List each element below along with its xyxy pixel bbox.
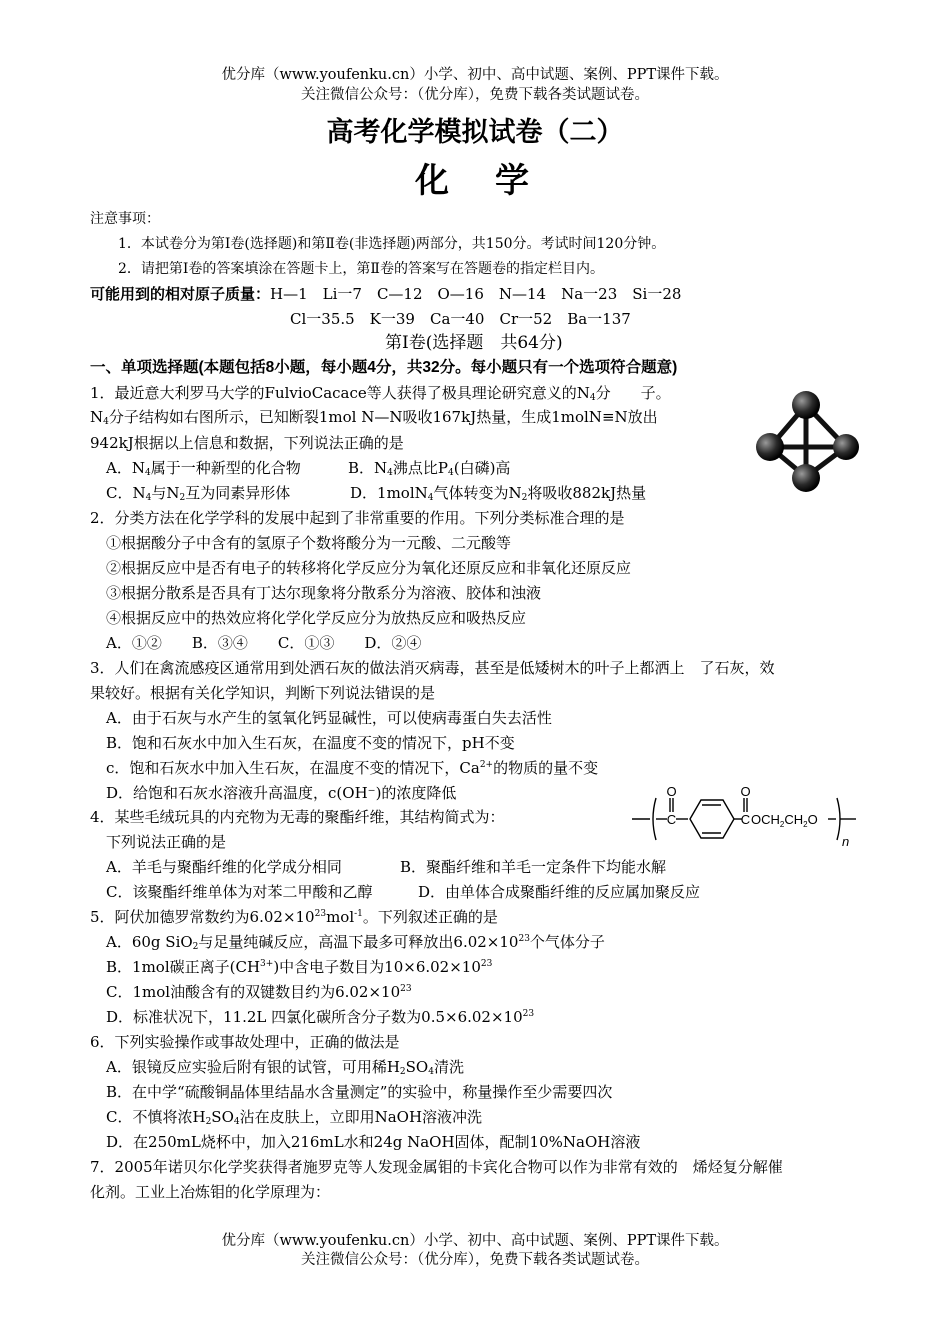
polyester-structure-formula: [628, 782, 860, 852]
formula-o-2: O: [740, 784, 751, 799]
atomic-mass-line-1: [90, 284, 681, 305]
n4-molecule-figure: [748, 385, 860, 497]
q3-option-c: c．饱和石灰水中加入生石灰，在温度不变的情况下，$Ca^{2+}$的物质的量不变: [106, 759, 599, 777]
notice-item-2: 2．请把第Ⅰ卷的答案填涂在答题卡上，第Ⅱ卷的答案写在答题卷的指定栏目内。: [118, 261, 604, 277]
q6-option-b: B．在中学“硫酸铜晶体里结晶水含量测定”的实验中，称量操作至少需要四次: [106, 1083, 613, 1101]
formula-n: n: [842, 834, 850, 849]
q6-option-d: D．在250mL烧杯中，加入216mL水和24g NaOH固体，配制10%NaOH溶液: [106, 1133, 641, 1151]
subject-title: 化 学: [415, 161, 535, 201]
q2-statement-4: ④根据反应中的热效应将化学化学反应分为放热反应和吸热反应: [106, 609, 527, 627]
q2-stem: 2．分类方法在化学学科的发展中起到了非常重要的作用。下列分类标准合理的是: [90, 509, 625, 527]
q3-option-b: B．饱和石灰水中加入生石灰，在温度不变的情况下，pH不变: [106, 734, 515, 752]
q5-option-d: D．标准状况下，11.2L 四氯化碳所含分子数为$0.5\times 6.02\times 10^{23}$: [106, 1008, 535, 1026]
q1-stem-line-2: $N_4$分子结构如右图所示，已知断裂1mol N—N吸收167kJ热量，生成1molN≡N放出: [90, 408, 658, 427]
q2-options: A．①② B．③④ C．①③ D．②④: [106, 634, 422, 652]
q1-option-d: D．1molN$_4$气体转变为$N_2$将吸收882kJ热量: [350, 484, 647, 503]
n-atom-bottom: [792, 464, 820, 492]
n-atom-right: [833, 434, 859, 460]
formula-c-1: C: [666, 812, 677, 827]
q4-stem: 4．某些毛绒玩具的内充物为无毒的聚酯纤维，其结构简式为：: [90, 808, 505, 826]
footer-line-1: 优分库（www.youfenku.cn）小学、初中、高中试题、案例、PPT课件下载。: [221, 1233, 729, 1249]
q2-statement-1: ①根据酸分子中含有的氢原子个数将酸分为一元酸、二元酸等: [106, 534, 512, 552]
q1-option-c: C．$N_4$与$N_2$互为同素异形体: [106, 484, 291, 503]
q1-option-b: B．$N_4$沸点比$P_4$(白磷)高: [348, 459, 511, 478]
exam-title: 高考化学模拟试卷（二）: [326, 117, 624, 148]
q4-stem-2: 下列说法正确的是: [106, 833, 227, 851]
notice-item-1: 1．本试卷分为第Ⅰ卷(选择题)和第Ⅱ卷(非选择题)两部分，共150分。考试时间120分钟。: [118, 236, 666, 252]
header-line-2: 关注微信公众号：（优分库），免费下载各类试题试卷。: [301, 87, 649, 103]
q3-stem-line-2: 果较好。根据有关化学知识，判断下列说法错误的是: [90, 684, 436, 702]
q4-option-a: A．羊毛与聚酯纤维的化学成分相同: [106, 858, 342, 876]
n-atom-left: [756, 433, 784, 461]
q5-option-a: A．60g SiO$_2$与足量纯碱反应，高温下最多可释放出$6.02\times 10^{23}$个气体分子: [106, 933, 605, 952]
q2-statement-2: ②根据反应中是否有电子的转移将化学反应分为氧化还原反应和非氧化还原反应: [106, 559, 632, 577]
q4-option-b: B．聚酯纤维和羊毛一定条件下均能水解: [400, 858, 667, 876]
q4-option-c: C．该聚酯纤维单体为对苯二甲酸和乙醇: [106, 883, 373, 901]
q6-option-a: A．银镜反应实验后附有银的试管，可用稀$H_2SO_4$清洗: [106, 1058, 464, 1077]
section-1-heading: 一、单项选择题(本题包括8小题，每小题4分，共32分。每小题只有一个选项符合题意): [90, 359, 678, 376]
q1-stem-line-1: 1．最近意大利罗马大学的FulvioCacace等人获得了极具理论研究意义的$N_4$分 子。: [90, 384, 671, 403]
formula-chain: $OCH_2CH_2O$: [751, 812, 818, 829]
atomic-mass-values-2: Cl一35.5 K一39 Ca一40 Cr一52 Ba一137: [290, 310, 631, 328]
formula-c-2: C: [740, 812, 751, 827]
q1-option-a: A．$N_4$属于一种新型的化合物: [106, 459, 301, 478]
header-line-1: 优分库（www.youfenku.cn）小学、初中、高中试题、案例、PPT课件下载。: [221, 67, 729, 83]
q3-option-d: D．给饱和石灰水溶液升高温度，c(OH⁻)的浓度降低: [106, 784, 457, 802]
q7-stem-line-2: 化剂。工业上冶炼钼的化学原理为：: [90, 1183, 331, 1201]
atomic-mass-label: 可能用到的相对原子质量：: [90, 286, 271, 303]
q6-option-c: C．不慎将浓$H_2SO_4$沾在皮肤上，立即用NaOH溶液冲洗: [106, 1108, 483, 1127]
footer-line-2: 关注微信公众号：（优分库），免费下载各类试题试卷。: [301, 1252, 649, 1268]
notice-label: 注意事项：: [90, 211, 160, 227]
q5-option-b: B．1mol碳正离子$(CH^{3+})$中含电子数目为$10\times 6.02\times 10^{23}$: [106, 958, 493, 976]
formula-o-1: O: [666, 784, 677, 799]
q5-stem: 5．阿伏加德罗常数约为$6.02\times 10^{23}mol^{-1}$。下列叙述正确的是: [90, 908, 498, 926]
q7-stem-line-1: 7．2005年诺贝尔化学奖获得者施罗克等人发现金属钼的卡宾化合物可以作为非常有效的 烯烃复分解催: [90, 1158, 783, 1176]
q5-option-c: C．1mol油酸含有的双键数目约为$6.02\times 10^{23}$: [106, 983, 412, 1001]
atomic-mass-values-1: H—1 Li一7 C—12 O—16 N—14 Na一23 Si一28: [270, 285, 682, 303]
q6-stem: 6．下列实验操作或事故处理中，正确的做法是: [90, 1033, 400, 1051]
q2-statement-3: ③根据分散系是否具有丁达尔现象将分散系分为溶液、胶体和浊液: [106, 584, 542, 602]
n-atom-top: [792, 391, 820, 419]
q3-stem-line-1: 3．人们在禽流感疫区通常用到处洒石灰的做法消灭病毒，甚至是低矮树木的叶子上都洒上 了石灰，效: [90, 659, 775, 677]
q1-stem-line-3: 942kJ根据以上信息和数据，下列说法正确的是: [90, 434, 404, 452]
part1-title: 第Ⅰ卷(选择题 共64分): [385, 333, 563, 353]
q3-option-a: A．由于石灰与水产生的氢氧化钙显碱性，可以使病毒蛋白失去活性: [106, 709, 552, 727]
q4-option-d: D．由单体合成聚酯纤维的反应属加聚反应: [418, 883, 701, 901]
